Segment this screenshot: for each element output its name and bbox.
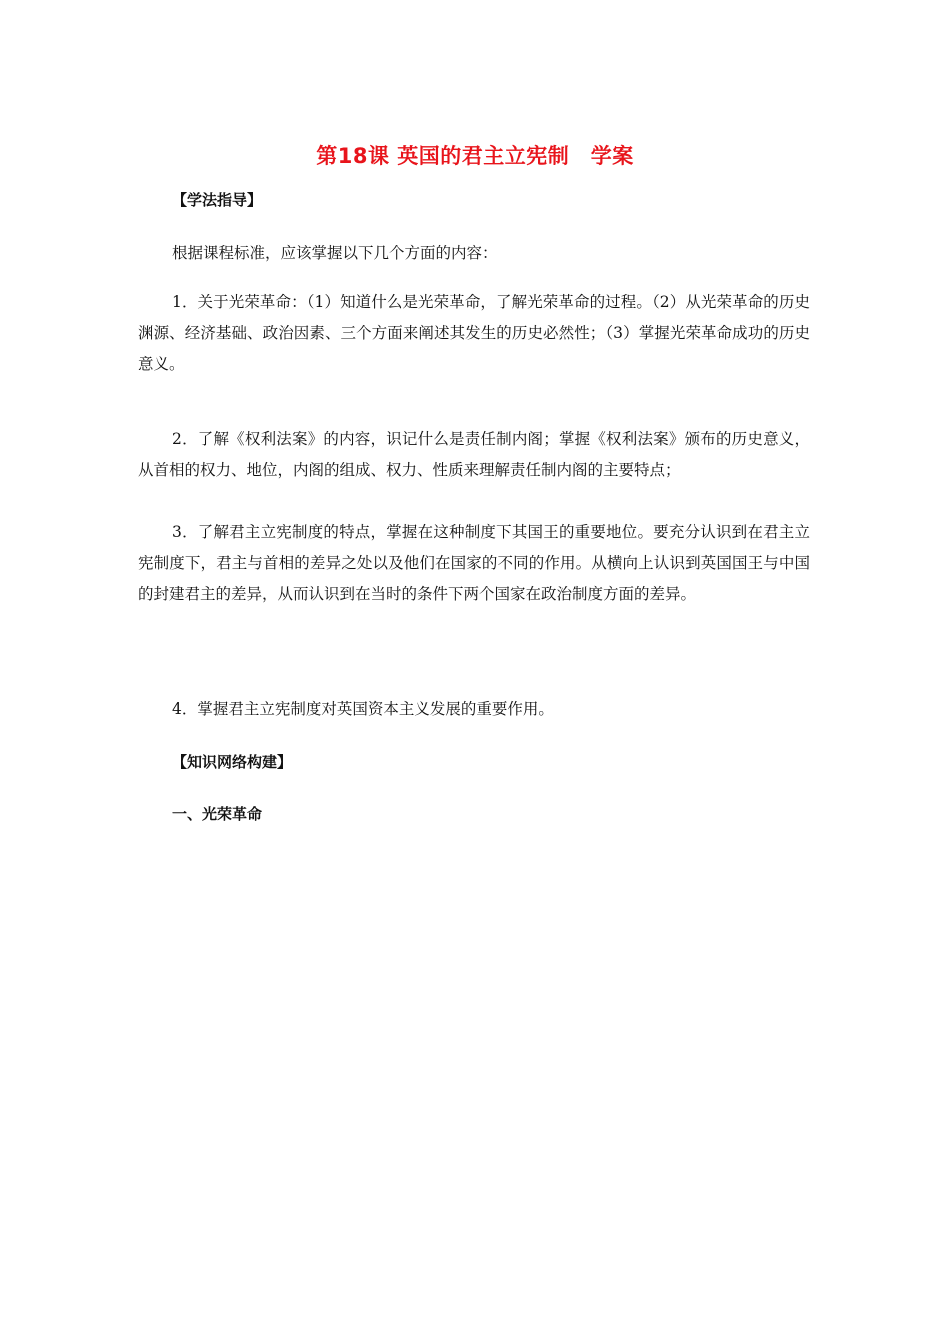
document-title: 第18课 英国的君主立宪制 学案 <box>316 144 634 168</box>
guide-item-2: 2．了解《权利法案》的内容，识记什么是责任制内阁；掌握《权利法案》颁布的历史意义，从首相的权力、地位，内阁的组成、权力、性质来理解责任制内阁的主要特点； <box>138 430 810 479</box>
section-heading-study-guide: 【学法指导】 <box>172 191 263 209</box>
intro-paragraph: 根据课程标准，应该掌握以下几个方面的内容： <box>172 244 498 262</box>
subheading-glorious-revolution: 一、光荣革命 <box>172 805 263 823</box>
guide-item-3: 3．了解君主立宪制度的特点，掌握在这种制度下其国王的重要地位。要充分认识到在君主立宪制度下，君主与首相的差异之处以及他们在国家的不同的作用。从横向上认识到英国国王与中国的封建君主的差异，从而认识到在当时的条件下两个国家在政治制度方面的差异。 <box>138 523 810 603</box>
guide-item-1: 1．关于光荣革命：（1）知道什么是光荣革命，了解光荣革命的过程。（2）从光荣革命的历史渊源、经济基础、政治因素、三个方面来阐述其发生的历史必然性；（3）掌握光荣革命成功的历史意义。 <box>138 293 810 373</box>
guide-item-4: 4．掌握君主立宪制度对英国资本主义发展的重要作用。 <box>172 700 554 718</box>
section-heading-knowledge-network: 【知识网络构建】 <box>172 753 293 771</box>
